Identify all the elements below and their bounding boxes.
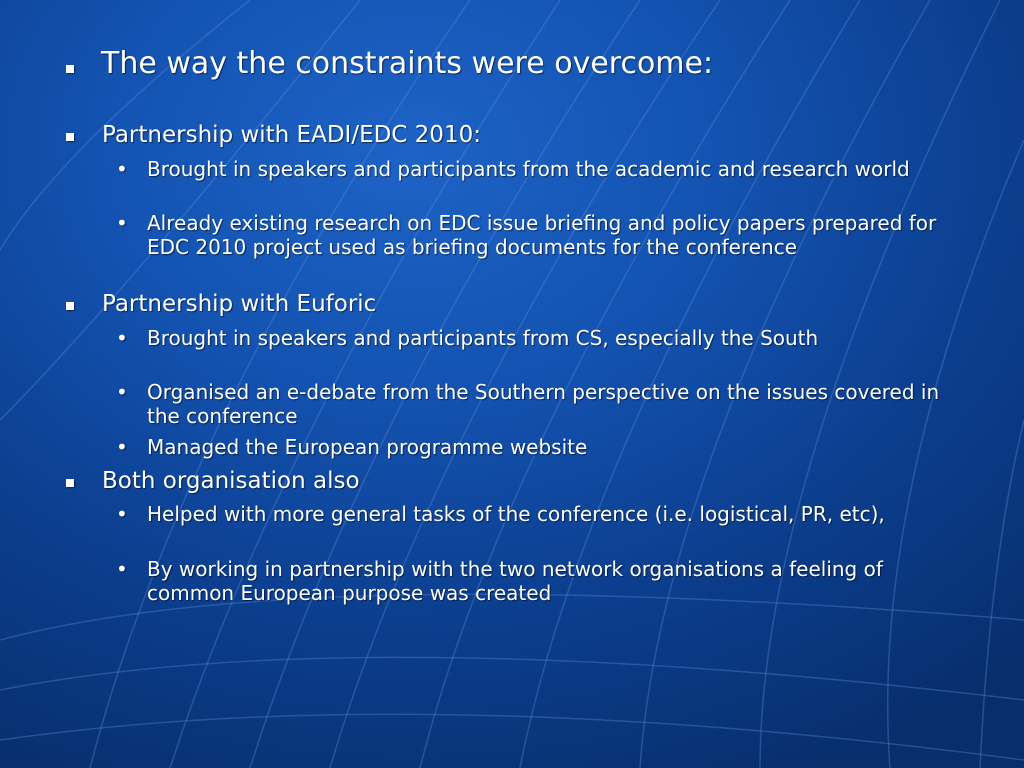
section-heading-text: Partnership with EADI/EDC 2010: bbox=[102, 122, 481, 148]
list-item bbox=[116, 380, 956, 428]
list-item-text: Helped with more general tasks of the conference (i.e. logistical, PR, etc), bbox=[147, 502, 885, 526]
list-item-text: Brought in speakers and participants from CS, especially the South bbox=[147, 326, 819, 350]
list-item bbox=[116, 157, 956, 181]
list-item-text: Managed the European programme website bbox=[147, 435, 588, 459]
section-heading-eadi bbox=[66, 121, 481, 149]
list-item bbox=[116, 557, 956, 605]
list-item-text: By working in partnership with the two network organisations a feeling of common European purpose was created bbox=[147, 557, 883, 605]
slide-title bbox=[66, 44, 713, 84]
section-heading-euforic bbox=[66, 290, 376, 318]
list-item bbox=[116, 211, 956, 259]
square-bullet-icon bbox=[66, 479, 74, 487]
round-bullet-icon: • bbox=[116, 502, 128, 526]
square-bullet-icon bbox=[66, 65, 74, 73]
square-bullet-icon bbox=[66, 302, 74, 310]
round-bullet-icon: • bbox=[116, 211, 128, 235]
round-bullet-icon: • bbox=[116, 380, 128, 404]
round-bullet-icon: • bbox=[116, 557, 128, 581]
section-heading-both bbox=[66, 467, 360, 495]
list-item bbox=[116, 326, 956, 350]
list-item-text: Organised an e-debate from the Southern perspective on the issues covered in the conference bbox=[147, 380, 940, 428]
square-bullet-icon bbox=[66, 133, 74, 141]
section-heading-text: Partnership with Euforic bbox=[102, 291, 377, 317]
list-item-text: Brought in speakers and participants from the academic and research world bbox=[147, 157, 910, 181]
list-item bbox=[116, 502, 956, 526]
round-bullet-icon: • bbox=[116, 157, 128, 181]
slide-title-text: The way the constraints were overcome: bbox=[101, 46, 714, 81]
list-item-text: Already existing research on EDC issue briefing and policy papers prepared for EDC 2010 project used as briefing documents for the conference bbox=[147, 211, 937, 259]
list-item bbox=[116, 435, 956, 459]
round-bullet-icon: • bbox=[116, 435, 128, 459]
section-heading-text: Both organisation also bbox=[102, 468, 360, 494]
round-bullet-icon: • bbox=[116, 326, 128, 350]
